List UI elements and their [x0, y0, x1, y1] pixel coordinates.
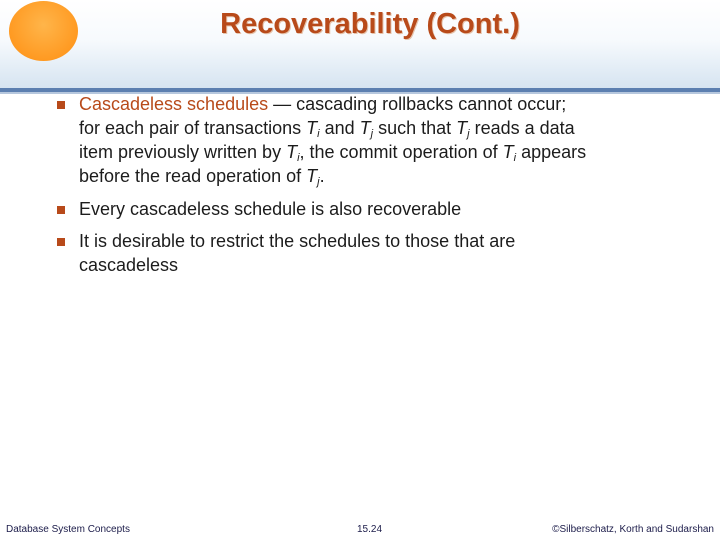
text-span: reads a data — [469, 118, 575, 138]
var-T: T — [306, 118, 318, 138]
bullet-square-icon — [57, 101, 65, 109]
sub-i: i — [297, 152, 300, 164]
text-span: and — [319, 118, 360, 138]
text-span: — cascading rollbacks cannot occur; — [268, 94, 567, 114]
var-T: T — [306, 166, 318, 186]
text-span: appears — [516, 142, 587, 162]
bullet-square-icon — [57, 238, 65, 246]
text-span: . — [319, 166, 325, 186]
sub-i: i — [513, 152, 517, 164]
text-span: such that — [373, 118, 457, 138]
slide-title: Recoverability (Cont.) — [220, 8, 520, 40]
var-T: T — [286, 142, 298, 162]
slide-header — [0, 0, 720, 88]
sub-i: i — [317, 128, 320, 140]
text-span: before the read operation of — [79, 166, 307, 186]
var-T: T — [502, 142, 514, 162]
footer-page-number: 15.24 — [357, 524, 383, 535]
bullet-line — [79, 92, 679, 116]
bullet-text: Every cascadeless schedule is also recoverable — [79, 199, 462, 219]
var-T: T — [359, 118, 371, 138]
text-span: , the commit operation of — [299, 142, 503, 162]
bullet-text — [79, 229, 679, 277]
bullet-line — [79, 140, 679, 164]
bullet-line — [79, 116, 679, 140]
sub-j: j — [317, 176, 320, 188]
footer-copyright: ©Silberschatz, Korth and Sudarshan — [552, 524, 714, 535]
footer-left: Database System Concepts — [6, 524, 130, 535]
highlight-term: Cascadeless schedules — [79, 94, 269, 114]
sub-j: j — [467, 128, 470, 140]
bullet-line: It is desirable to restrict the schedules to those that are — [79, 231, 516, 251]
slide-footer — [0, 522, 720, 540]
sub-j: j — [370, 128, 374, 140]
bullet-square-icon — [57, 206, 65, 214]
text-span: for each pair of transactions — [79, 118, 307, 138]
var-T: T — [456, 118, 468, 138]
bullet-line — [79, 164, 679, 188]
bullet-text — [79, 92, 679, 188]
slide-body — [0, 92, 720, 512]
text-span: item previously written by — [79, 142, 287, 162]
bullet-line: cascadeless — [79, 255, 179, 275]
